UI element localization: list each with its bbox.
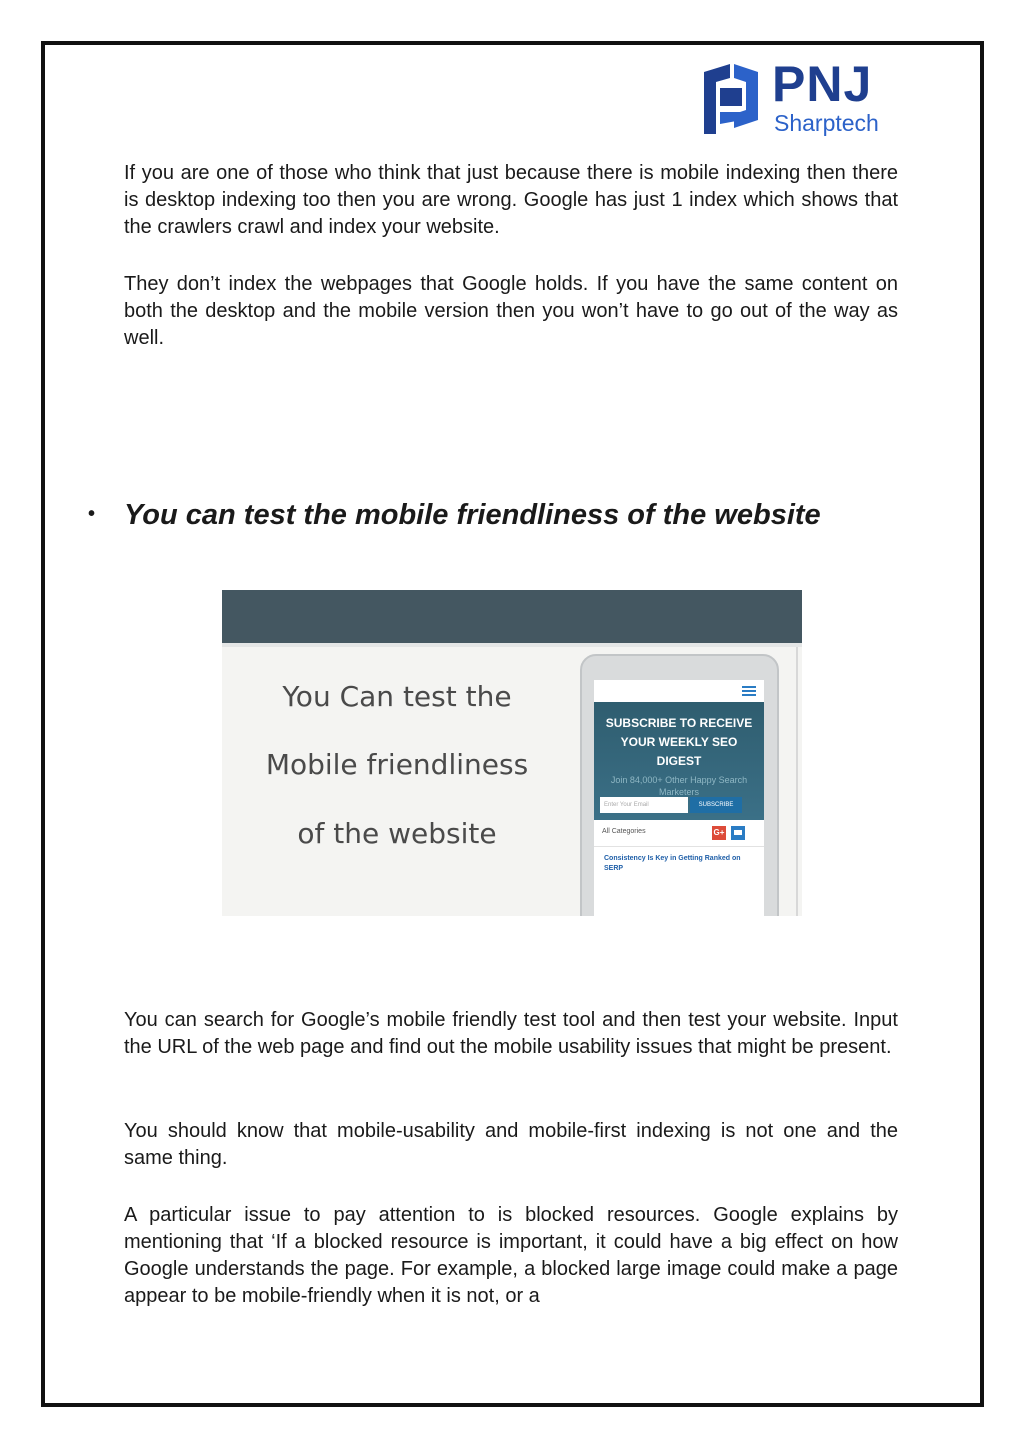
figure-line-3: of the website bbox=[297, 817, 497, 850]
paragraph-5: A particular issue to pay attention to is blocked resources. Google explains by mentioning that ‘If a blocked resource is important, it could have a big effect on how Google understands the page. For example, a blocked large image could make a page appear to be mobile-friendly when it is not, or a bbox=[124, 1204, 898, 1307]
figure-line-2: Mobile friendliness bbox=[265, 748, 529, 781]
illustration-figure bbox=[222, 590, 802, 916]
section-heading-text: You can test the mobile friendliness of the website bbox=[124, 499, 821, 531]
brand-logo bbox=[700, 58, 900, 140]
paragraph-2: They don’t index the webpages that Google holds. If you have the same content on both the desktop and the mobile version then you won’t have to go out of the way as well. bbox=[124, 273, 898, 349]
phone-email-input: Enter Your Email bbox=[600, 797, 688, 813]
phone-mockup bbox=[580, 654, 779, 916]
phone-subscribe-button: SUBSCRIBE bbox=[690, 797, 742, 813]
paragraph-3: You can search for Google’s mobile friendly test tool and then test your website. Input the URL of the web page and find out the mobile usability issues that might be present. bbox=[124, 1009, 898, 1058]
figure-divider bbox=[222, 643, 802, 647]
phone-article-title: Consistency Is Key in Getting Ranked on SERP bbox=[604, 855, 741, 872]
logo-brand-text: PNJ bbox=[772, 56, 873, 112]
phone-hero-line-2: YOUR WEEKLY SEO bbox=[620, 735, 738, 749]
phone-hero-title bbox=[594, 714, 764, 771]
phone-screen bbox=[594, 680, 764, 916]
paragraph-4: You should know that mobile-usability and mobile-first indexing is not one and the same thing. bbox=[124, 1120, 898, 1169]
phone-hero-line-3: DIGEST bbox=[656, 754, 702, 768]
google-plus-icon: G+ bbox=[712, 826, 726, 840]
figure-line-1: You Can test the bbox=[282, 680, 512, 713]
bullet-marker: • bbox=[88, 503, 96, 525]
logo-tagline: Sharptech bbox=[774, 110, 879, 136]
mail-icon bbox=[731, 826, 745, 840]
phone-hero-line-1: SUBSCRIBE TO RECEIVE bbox=[605, 716, 753, 730]
figure-right-edge bbox=[796, 647, 798, 916]
paragraph-1: If you are one of those who think that just because there is mobile indexing then there is desktop indexing too then you are wrong. Google has just 1 index which shows that the crawlers crawl and index your website. bbox=[124, 162, 898, 238]
section-heading bbox=[88, 494, 928, 535]
phone-divider bbox=[594, 846, 764, 847]
phone-category-select: All Categories bbox=[602, 828, 646, 835]
hamburger-menu-icon bbox=[742, 685, 756, 697]
phone-hero-subtitle: Join 84,000+ Other Happy Search Marketers bbox=[610, 775, 748, 797]
figure-top-bar bbox=[222, 590, 802, 643]
logo-mark-icon bbox=[700, 62, 762, 138]
